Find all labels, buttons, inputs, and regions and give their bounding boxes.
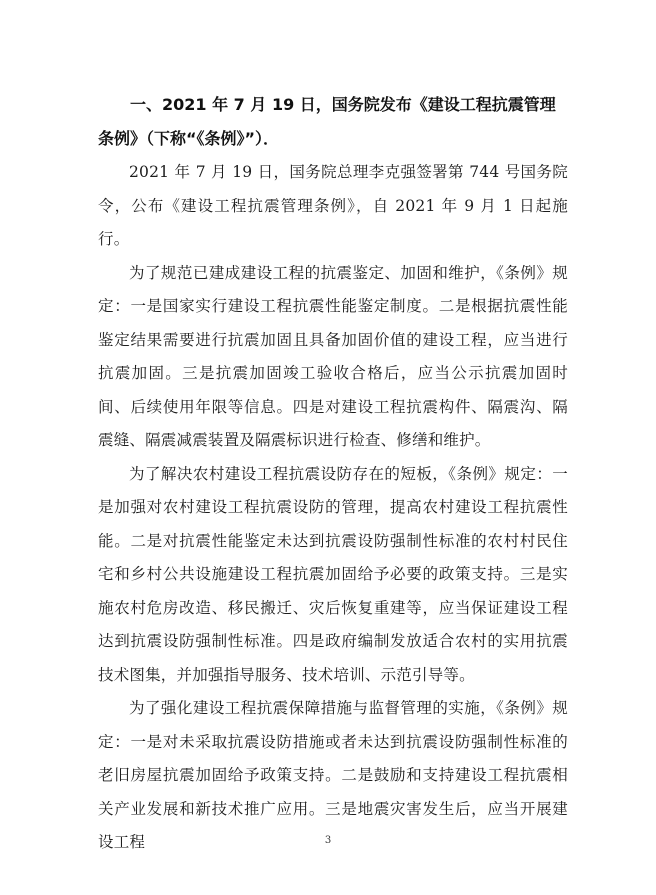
section-heading: 一、2021 年 7 月 19 日，国务院发布《建设工程抗震管理条例》（下称“《条例》”）． <box>98 95 556 148</box>
paragraph-1: 2021 年 7 月 19 日，国务院总理李克强签署第 744 号国务院令，公布《建设工程抗震管理条例》，自 2021 年 9 月 1 日起施行。 <box>98 163 568 248</box>
paragraph-3: 为了解决农村建设工程抗震设防存在的短板，《条例》规定：一是加强对农村建设工程抗震设防的管理，提高农村建设工程抗震性能。二是对抗震性能鉴定未达到抗震设防强制性标准的农村村民住宅和乡村公共设施建设工程抗震加固给予必要的政策支持。三是实施农村危房改造、移民搬迁、灾后恢复重建等，应当保证建设工程达到抗震设防强制性标准。四是政府编制发放适合农村的实用抗震技术图集，并加强指导服务、技术培训、示范引导等。 <box>98 464 568 684</box>
paragraph-4: 为了强化建设工程抗震保障措施与监督管理的实施，《条例》规定：一是对未采取抗震设防措施或者未达到抗震设防强制性标准的老旧房屋抗震加固给予政策支持。二是鼓励和支持建设工程抗震相关产业发展和新技术推广应用。三是地震灾害发生后，应当开展建设工程 <box>98 699 568 851</box>
paragraph-2: 为了规范已建成建设工程的抗震鉴定、加固和维护，《条例》规定：一是国家实行建设工程抗震性能鉴定制度。二是根据抗震性能鉴定结果需要进行抗震加固且具备加固价值的建设工程，应当进行抗震加固。三是抗震加固竣工验收合格后，应当公示抗震加固时间、后续使用年限等信息。四是对建设工程抗震构件、隔震沟、隔震缝、隔震减震装置及隔震标识进行检查、修缮和维护。 <box>98 263 568 449</box>
document-body <box>98 88 568 860</box>
page-number: 3 <box>324 835 332 846</box>
